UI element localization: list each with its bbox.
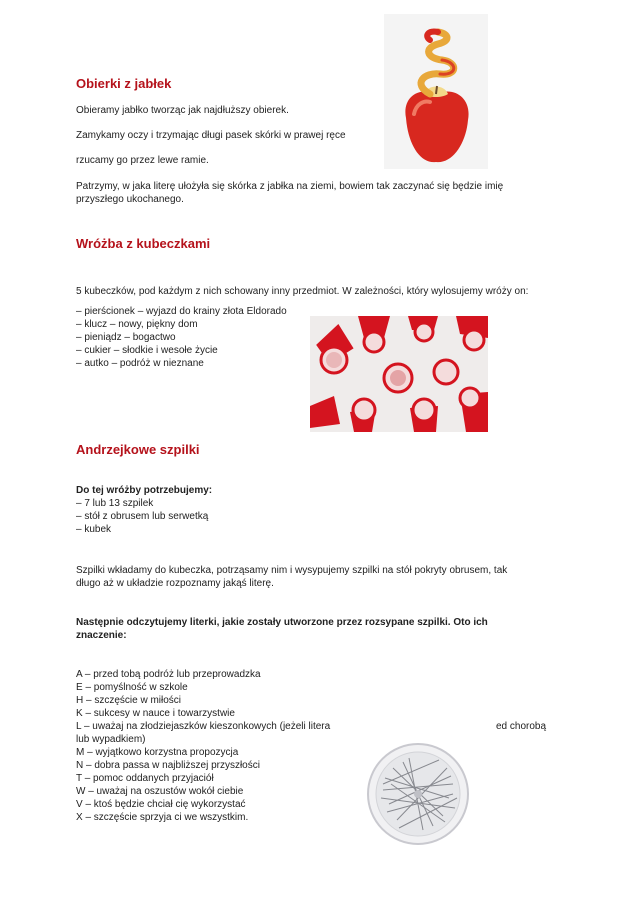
list-item: T – pomoc oddanych przyjaciół bbox=[76, 773, 214, 784]
cups-list bbox=[76, 305, 287, 370]
list-item: – kubek bbox=[76, 524, 112, 535]
list-item: – stół z obrusem lub serwetką bbox=[76, 511, 209, 522]
list-item: – autko – podróż w nieznane bbox=[76, 358, 204, 369]
list-item: – 7 lub 13 szpilek bbox=[76, 498, 154, 509]
list-item: W – uważaj na oszustów wokół ciebie bbox=[76, 786, 244, 797]
paragraph: Obieramy jabłko tworząc jak najdłuższy obierek. bbox=[76, 105, 289, 116]
list-item: X – szczęście sprzyja ci we wszystkim. bbox=[76, 812, 249, 823]
paragraph-bold-line: Następnie odczytujemy literki, jakie zostały utworzone przez rozsypane szpilki. Oto ich bbox=[76, 617, 488, 628]
list-item: – cukier – słodkie i wesołe życie bbox=[76, 345, 218, 356]
list-item: – pieniądz – bogactwo bbox=[76, 332, 176, 343]
list-item: E – pomyślność w szkole bbox=[76, 682, 188, 693]
apple-peel-image bbox=[384, 14, 488, 169]
list-item: H – szczęście w miłości bbox=[76, 695, 182, 706]
apple-peel-illustration bbox=[384, 14, 488, 169]
section-title-pins: Andrzejkowe szpilki bbox=[76, 442, 200, 457]
paragraph-bold-line: znaczenie: bbox=[76, 630, 127, 641]
list-item-text: L – uważaj na złodziejaszków kieszonkowych (jeżeli litera bbox=[76, 721, 331, 732]
paragraph-line: Patrzymy, w jaka literę ułożyła się skórka z jabłka na ziemi, bowiem tak zaczynać się będzie imię bbox=[76, 181, 504, 192]
list-item: – klucz – nowy, piękny dom bbox=[76, 319, 198, 330]
red-cups-image bbox=[310, 316, 488, 432]
list-item: A – przed tobą podróż lub przeprowadzka bbox=[76, 669, 261, 680]
list-item: N – dobra passa w najbliższej przyszłości bbox=[76, 760, 260, 771]
list-item: – pierścionek – wyjazd do krainy złota Eldorado bbox=[76, 306, 287, 317]
list-item: M – wyjątkowo korzystna propozycja bbox=[76, 747, 239, 758]
list-item bbox=[76, 720, 547, 733]
pin-box-illustration bbox=[363, 738, 473, 848]
list-item: lub wypadkiem) bbox=[76, 734, 146, 745]
paragraph: rzucamy go przez lewe ramie. bbox=[76, 155, 209, 166]
paragraph-line: długo aż w układzie rozpoznamy jakąś literę. bbox=[76, 578, 274, 589]
pin-box-image bbox=[363, 738, 473, 848]
paragraph-line: przyszłego ukochanego. bbox=[76, 194, 184, 205]
subheading: Do tej wróżby potrzebujemy: bbox=[76, 485, 213, 496]
paragraph-line: Szpilki wkładamy do kubeczka, potrząsamy nim i wysypujemy szpilki na stół pokryty obrusem, tak bbox=[76, 565, 508, 576]
letters-list bbox=[76, 668, 547, 824]
list-item: V – ktoś będzie chciał cię wykorzystać bbox=[76, 799, 246, 810]
paragraph: 5 kubeczków, pod każdym z nich schowany inny przedmiot. W zależności, który wylosujemy wróży on: bbox=[76, 286, 529, 297]
list-item: K – sukcesy w nauce i towarzystwie bbox=[76, 708, 235, 719]
paragraph: Zamykamy oczy i trzymając długi pasek skórki w prawej ręce bbox=[76, 130, 346, 141]
section-title-cups: Wróżba z kubeczkami bbox=[76, 236, 211, 251]
list-item-text-tail: ed chorobą bbox=[496, 721, 547, 732]
section-title-apple-peel: Obierki z jabłek bbox=[76, 76, 172, 91]
red-cups-illustration bbox=[310, 316, 488, 432]
needs-list bbox=[76, 497, 208, 536]
